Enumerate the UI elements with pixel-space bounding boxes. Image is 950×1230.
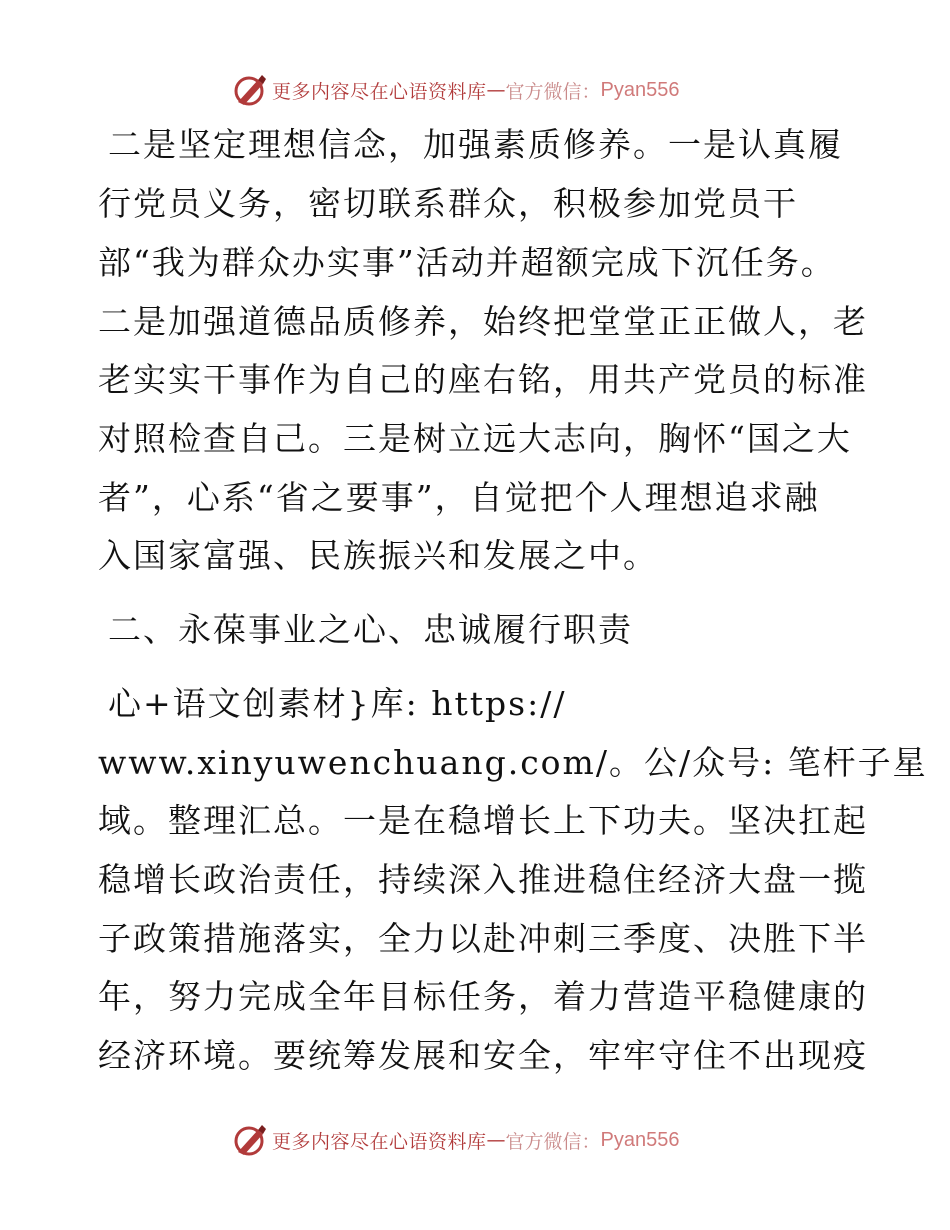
- body-line-4: 二是加强道德品质修养，始终把堂堂正正做人，老: [98, 302, 868, 341]
- body-line-6: 对照检查自己。三是树立远大志向，胸怀“国之大: [98, 419, 852, 458]
- body-line-10: 心+语文创素材}库: https://: [108, 684, 567, 723]
- body-line-15: 年，努力完成全年目标任务，着力营造平稳健康的: [98, 977, 868, 1016]
- body-line-13: 稳增长政治责任，持续深入推进稳住经济大盘一揽: [98, 860, 868, 899]
- banner-separator: —: [486, 79, 506, 101]
- section-heading: 二、永葆事业之心、忠诚履行职责: [108, 610, 633, 649]
- banner-separator: —: [486, 1129, 506, 1151]
- banner-main-text: 更多内容尽在心语资料库: [272, 80, 487, 103]
- body-line-2: 行党员义务，密切联系群众，积极参加党员干: [98, 184, 798, 223]
- header-banner: [232, 70, 732, 110]
- footer-banner: [232, 1120, 732, 1160]
- body-line-5: 老实实干事作为自己的座右铭，用共产党员的标准: [98, 360, 868, 399]
- body-line-3: 部“我为群众办实事”活动并超额完成下沉任务。: [98, 243, 836, 282]
- banner-official-label: 官方微信：: [505, 1130, 601, 1153]
- body-line-11: www.xinyuwenchuang.com/。公/众号: 笔杆子星: [98, 743, 928, 782]
- body-line-1: 二是坚定理想信念，加强素质修养。一是认真履: [108, 125, 843, 164]
- pen-logo-icon: [232, 72, 268, 108]
- pen-logo-icon: [232, 1122, 268, 1158]
- banner-wechat-id: Pyan556: [600, 1128, 680, 1151]
- banner-official-label: 官方微信：: [505, 80, 601, 103]
- body-line-7: 者”，心系“省之要事”，自觉把个人理想追求融: [98, 478, 820, 517]
- body-line-16: 经济环境。要统筹发展和安全，牢牢守住不出现疫: [98, 1036, 868, 1075]
- banner-wechat-id: Pyan556: [600, 78, 680, 101]
- body-line-14: 子政策措施落实，全力以赴冲刺三季度、决胜下半: [98, 919, 868, 958]
- body-line-8: 入国家富强、民族振兴和发展之中。: [98, 536, 658, 575]
- banner-main-text: 更多内容尽在心语资料库: [272, 1130, 487, 1153]
- body-line-12: 域。整理汇总。一是在稳增长上下功夫。坚决扛起: [98, 801, 868, 840]
